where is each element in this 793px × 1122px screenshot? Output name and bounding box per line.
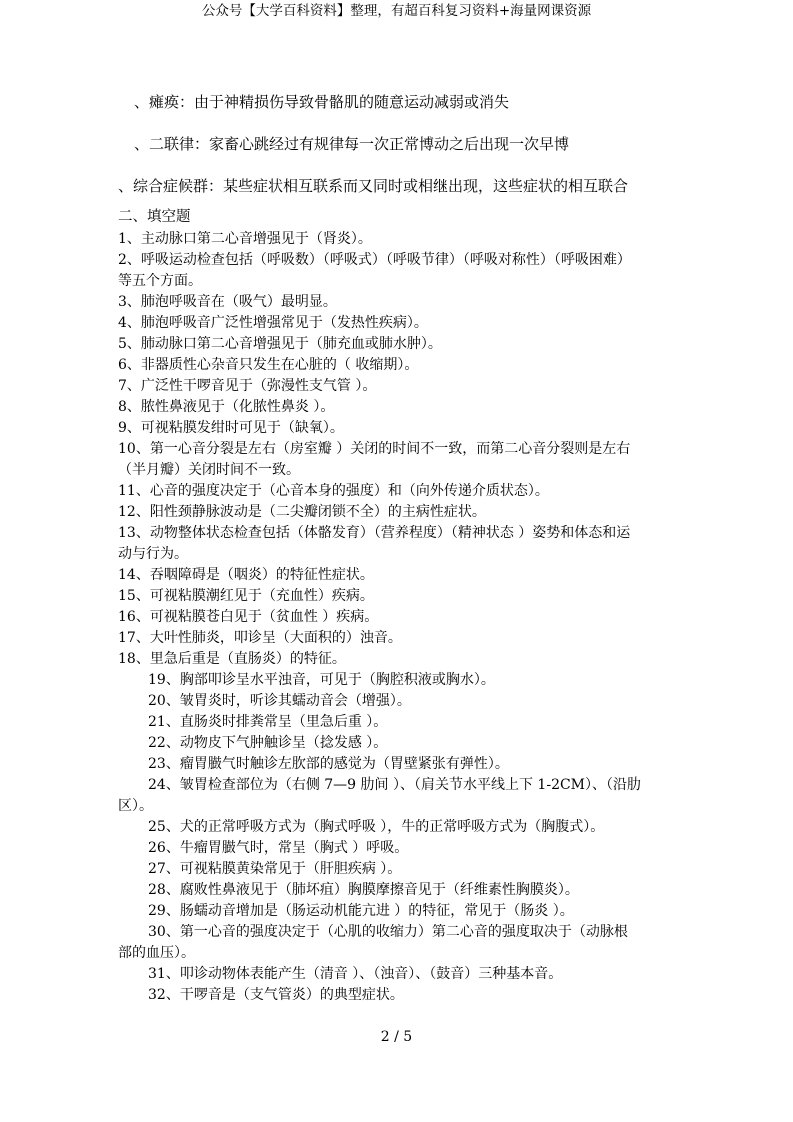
question-line: 18、里急后重是（直肠炎）的特征。 — [118, 651, 346, 667]
question-line: 4、肺泡呼吸音广泛性增强常见于（发热性疾病）。 — [118, 315, 428, 331]
question-line: 16、可视粘膜苍白见于（贫血性 ）疾病。 — [118, 609, 379, 625]
question-line: 22、动物皮下气肿触诊呈（捻发感 ）。 — [148, 735, 388, 751]
section-title-fill-in: 二、填空题 — [118, 209, 191, 225]
question-line: 6、非器质性心杂音只发生在心脏的（ 收缩期）。 — [118, 357, 419, 373]
question-line: 20、皱胃炎时，听诊其蠕动音会（增强）。 — [148, 693, 411, 709]
question-line: 等五个方面。 — [118, 273, 202, 289]
question-line: 15、可视粘膜潮红见于（充血性）疾病。 — [118, 588, 374, 604]
page-number: 2 / 5 — [380, 1029, 413, 1045]
question-line: 11、心音的强度决定于（心音本身的强度）和（向外传递介质状态）。 — [118, 483, 549, 499]
question-line: 19、胸部叩诊呈水平浊音，可见于（胸腔积液或胸水）。 — [148, 672, 495, 688]
question-line: 2、呼吸运动检查包括（呼吸数）（呼吸式）（呼吸节律）（呼吸对称性）（呼吸困难） — [118, 252, 631, 268]
question-line: 23、瘤胃臌气时触诊左肷部的感觉为（胃壁紧张有弹性）。 — [148, 756, 509, 772]
definition-bigeminy: 、二联律：家畜心跳经过有规律每一次正常博动之后出现一次早博 — [134, 135, 570, 153]
question-line: 27、可视粘膜黄染常见于（肝胆疾病 ）。 — [148, 861, 402, 877]
question-line: （半月瓣）关闭时间不一致。 — [118, 462, 300, 478]
question-line: 10、第一心音分裂是左右（房室瓣 ）关闭的时间不一致，而第二心音分裂则是左右 — [118, 441, 631, 457]
question-line: 24、皱胃检查部位为（右侧 7—9 肋间 ）、（肩关节水平线上下 1-2CM）、（沿肋 — [148, 777, 642, 793]
question-line: 5、肺动脉口第二心音增强见于（肺充血或肺水肿）。 — [118, 336, 442, 352]
question-line: 部的血压）。 — [118, 945, 195, 961]
question-line: 13、动物整体状态检查包括（体骼发育）（营养程度）（精神状态 ）姿势和体态和运 — [118, 525, 631, 541]
question-line: 31、叩诊动物体表能产生（清音 ）、（浊音）、（鼓音）三种基本音。 — [148, 966, 563, 982]
question-line: 25、犬的正常呼吸方式为（胸式呼吸 ），牛的正常呼吸方式为（胸腹式）。 — [148, 819, 605, 835]
definition-paralysis: 、瘫痪：由于神精损伤导致骨骼肌的随意运动减弱或消失 — [134, 93, 510, 111]
question-line: 17、大叶性肺炎，叩诊呈（大面积的）浊音。 — [118, 630, 402, 646]
question-line: 29、肠蠕动音增加是（肠运动机能亢进 ）的特征，常见于（肠炎 ）。 — [148, 903, 574, 919]
question-line: 8、脓性鼻液见于（化脓性鼻炎 ）。 — [118, 399, 335, 415]
question-line: 12、阳性颈静脉波动是（二尖瓣闭锁不全）的主病性症状。 — [118, 504, 486, 520]
question-line: 9、可视粘膜发绀时可见于（缺氧）。 — [118, 420, 344, 436]
definition-syndrome: 、综合症候群：某些症状相互联系而又同时或相继出现，这些症状的相互联合 — [118, 177, 629, 195]
question-line: 1、主动脉口第二心音增强见于（肾炎）。 — [118, 231, 372, 247]
question-line: 32、干啰音是（支气管炎）的典型症状。 — [148, 987, 404, 1003]
question-line: 26、牛瘤胃臌气时，常呈（胸式 ）呼吸。 — [148, 840, 409, 856]
page-header: 公众号【大学百科资料】整理，有超百科复习资料+海量网课资源 — [201, 3, 592, 19]
question-line: 14、吞咽障碍是（咽炎）的特征性症状。 — [118, 567, 374, 583]
question-line: 21、直肠炎时排粪常呈（里急后重 ）。 — [148, 714, 388, 730]
question-line: 动与行为。 — [118, 546, 188, 562]
question-line: 7、广泛性干啰音见于（弥漫性支气管 ）。 — [118, 378, 377, 394]
question-line: 28、腐败性鼻液见于（肺坏疽）胸膜摩擦音见于（纤维素性胸膜炎）。 — [148, 882, 579, 898]
question-line: 30、第一心音的强度决定于（心肌的收缩力）第二心音的强度取决于（动脉根 — [148, 924, 628, 940]
question-line: 区）。 — [118, 798, 153, 814]
question-line: 3、肺泡呼吸音在（吸气）最明显。 — [118, 294, 337, 310]
